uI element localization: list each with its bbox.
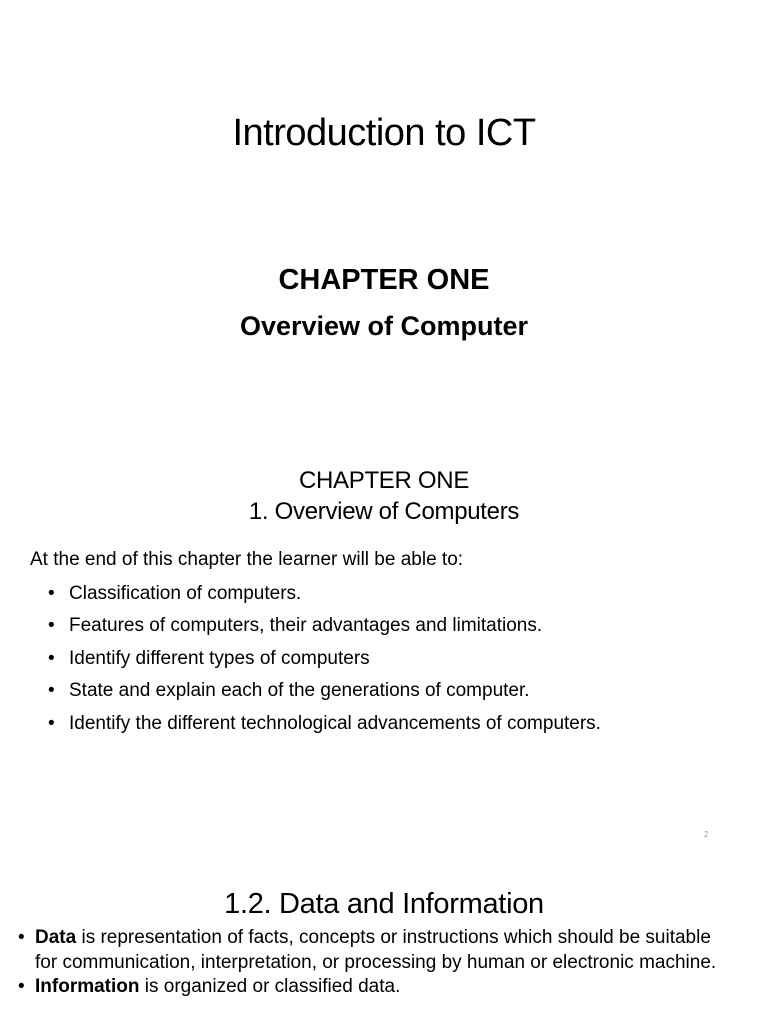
document-title: Introduction to ICT (232, 112, 536, 154)
bullet-icon: • (48, 615, 55, 637)
list-item (48, 582, 601, 614)
slide-objectives (0, 450, 768, 860)
list-item-text: State and explain each of the generations of computer. (69, 680, 530, 702)
definition-body: is representation of facts, concepts or instructions which should be suitable for communication, interpretation, or processing by human or electronic machine. (35, 927, 717, 973)
definition-text (35, 926, 718, 975)
chapter-title: Overview of Computer (239, 311, 529, 341)
list-item (48, 679, 601, 711)
list-item-text: Identify different types of computers (69, 647, 370, 669)
definition-term: Information (35, 976, 140, 997)
list-item (48, 712, 601, 744)
list-item-text: Classification of computers. (69, 583, 302, 604)
section-title: 1.2. Data and Information (224, 888, 544, 920)
objectives-intro: At the end of this chapter the learner will be able to: (30, 549, 464, 570)
bullet-icon: • (18, 976, 25, 997)
list-item-text: Features of computers, their advantages and limitations. (69, 615, 543, 637)
bullet-icon: • (18, 927, 25, 948)
slide-data-information (0, 860, 768, 1024)
bullet-icon: • (48, 647, 55, 669)
page-number: 2 (704, 830, 709, 839)
objectives-list (48, 582, 601, 744)
definition-term: Data (35, 927, 77, 948)
list-item (18, 975, 718, 1000)
list-item (48, 647, 601, 679)
slide-chapter-heading (0, 220, 768, 450)
section-title: 1. Overview of Computers (248, 498, 520, 525)
list-item-text: Identify the different technological advancements of computers. (69, 712, 601, 734)
definitions-list (18, 926, 718, 1000)
chapter-label: CHAPTER ONE (278, 264, 490, 296)
definition-text (35, 975, 718, 1000)
list-item (18, 926, 718, 975)
definition-body: is organized or classified data. (139, 976, 401, 997)
bullet-icon: • (48, 680, 55, 702)
bullet-icon: • (48, 712, 55, 734)
chapter-label: CHAPTER ONE (298, 467, 470, 494)
list-item (48, 614, 601, 646)
bullet-icon: • (48, 583, 55, 604)
slide-title (0, 0, 768, 220)
